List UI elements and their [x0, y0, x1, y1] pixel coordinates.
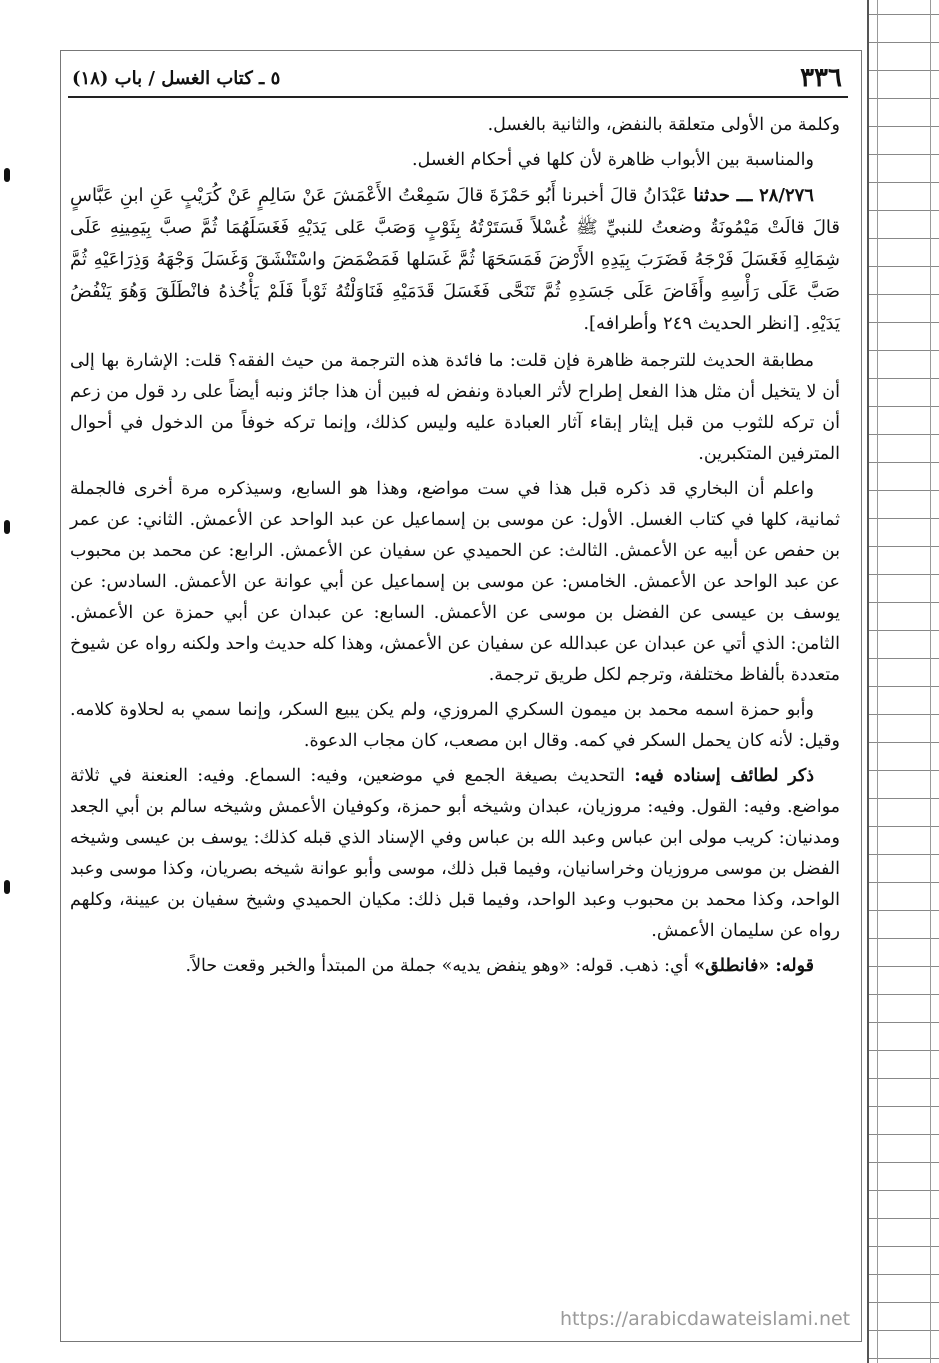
running-title: ٥ ـ كتاب الغسل / باب (١٨) — [72, 67, 281, 89]
margin-mark — [4, 168, 10, 182]
hadith-paragraph — [70, 180, 840, 340]
paragraph: وأبو حمزة اسمه محمد بن ميمون السكري المروزي، ولم يكن يبيع السكر، وإنما سمي به لحلاوة كلامه. وقيل: لأنه كان يحمل السكر في كمه. وقال ابن مصعب، كان مجاب الدعوة. — [70, 700, 840, 751]
margin-mark — [4, 520, 10, 534]
paragraph: واعلم أن البخاري قد ذكره قبل هذا في ست مواضع، وهذا هو السابع، وسيذكره مرة أخرى فالجملة ثمانية، كلها في كتاب الغسل. الأول: عن موسى بن إسماعيل عن عبد الواحد عن الأعمش. الثاني: عن عمر بن حفص عن أبيه عن الأعمش. الثالث: عن الحميدي عن سفيان عن الأعمش. الرابع: عن محمد بن محبوب عن عبد الواحد عن الأعمش. الخامس: عن موسى بن إسماعيل عن أبي عوانة عن الأعمش. السادس: عن يوسف بن عيسى عن الفضل بن موسى عن الأعمش. السابع: عن عبدان عن أبي حمزة عن الأعمش. الثامن: الذي أتي عن عبدان عن عبدالله عن سفيان عن الأعمش، وهذا كله حديث واحد ولكنه رواه عن شيوخ متعددة بألفاظ مختلفة، وترجم لكل طريق ترجمة. — [70, 479, 840, 685]
body-text — [70, 110, 840, 986]
paragraph — [70, 951, 840, 982]
paragraph: والمناسبة بين الأبواب ظاهرة لأن كلها في أحكام الغسل. — [412, 150, 814, 170]
margin-mark — [4, 880, 10, 894]
header-rule — [68, 96, 848, 98]
paragraph-text: أي: ذهب. قوله: «وهو ينفض يديه» جملة من المبتدأ والخبر وقعت حالاً. — [185, 956, 695, 976]
page-header — [72, 62, 842, 94]
hadith-number: ٢٨/٢٧٦ ـــ حدثنا — [693, 185, 814, 206]
hadith-text: عَبْدَانُ قالَ أخبرنا أَبُو حَمْزَةَ قالَ سَمِعْتُ الأَعْمَشَ عَنْ سَالِمٍ عَنْ كُرَيْبٍ عَنِ ابنِ عَبَّاسٍ قالَ قالَتْ مَيْمُونَةُ وضعتُ للنبيِّ ﷺ غُسْلاً فَسَتَرْتُهُ بِثَوْبٍ وَصَبَّ عَلى يَدَيْهِ فَغَسَلَهُمَا ثُمَّ صبَّ بِيَمِينِهِ عَلَى شِمَالِهِ فَغَسَلَ فَرْجَهُ فَضَرَبَ بِيَدِهِ الأَرْضَ فَمَسَحَهَا ثُمَّ غَسَلها فَمَضْمَضَ واسْتَنْشَقَ وَغَسَلَ وَجْهَهُ وَذِرَاعَيْهِ ثُمَّ صَبَّ عَلَى رَأْسِهِ وأَفَاضَ عَلَى جَسَدِهِ ثُمَّ تَنَحَّى فَغَسَلَ قَدَمَيْهِ فَنَاوَلْتُهُ ثَوْباً فَلَمْ يَأْخُذهُ فانْطَلَقَ وَهُوَ يَنْفُضُ يَدَيْهِ. [انظر الحديث ٢٤٩ وأطرافه]. — [70, 185, 840, 334]
quote-lead: قوله: «فانطلق» — [694, 956, 814, 976]
section-heading: ذكر لطائف إسناده فيه: — [634, 766, 815, 786]
watermark-url: https://arabicdawateislami.net — [560, 1308, 851, 1330]
decorative-border — [867, 0, 939, 1363]
paragraph — [70, 761, 840, 947]
page-number: ٣٣٦ — [800, 63, 842, 93]
paragraph: وكلمة من الأولى متعلقة بالنفض، والثانية بالغسل. — [487, 115, 840, 135]
paragraph: مطابقة الحديث للترجمة ظاهرة فإن قلت: ما فائدة هذه الترجمة من حيث الفقه؟ قلت: الإشارة بها إلى أن لا يتخيل أن مثل هذا الفعل إطراح لأثر العبادة ونفض له فبين أن هذا جائز ونبه أيضاً على رد قول من زعم أن تركه للثوب من قبل إيثار إبقاء آثار العبادة عليه وليس كذلك، وإنما تركه خوفاً من الدخول في أحوال المترفين المتكبرين. — [70, 351, 840, 464]
paragraph-text: التحديث بصيغة الجمع في موضعين، وفيه: السماع. وفيه: العنعنة في ثلاثة مواضع. وفيه: القول. وفيه: مروزيان، عبدان وشيخه أبو حمزة، وكوفيان الأعمش وشيخه سالم بن أبي الجعد ومدنيان: كريب مولى ابن عباس وعبد الله بن عباس وفي الإسناد الذي قبله كذلك: يوسف بن عيسى وشيخه الفضل بن موسى مروزيان وخراسانيان، وفيما قبل ذلك، موسى وأبو عوانة شيخه بصريان، وكذا موسى وعبد الواحد، وكذا محمد بن محبوب وعبد الواحد، وفيما قبل ذلك: مكيان الحميدي وشيخ سفيان بن عيينة، وكلهم رواه عن سليمان الأعمش. — [70, 766, 840, 941]
